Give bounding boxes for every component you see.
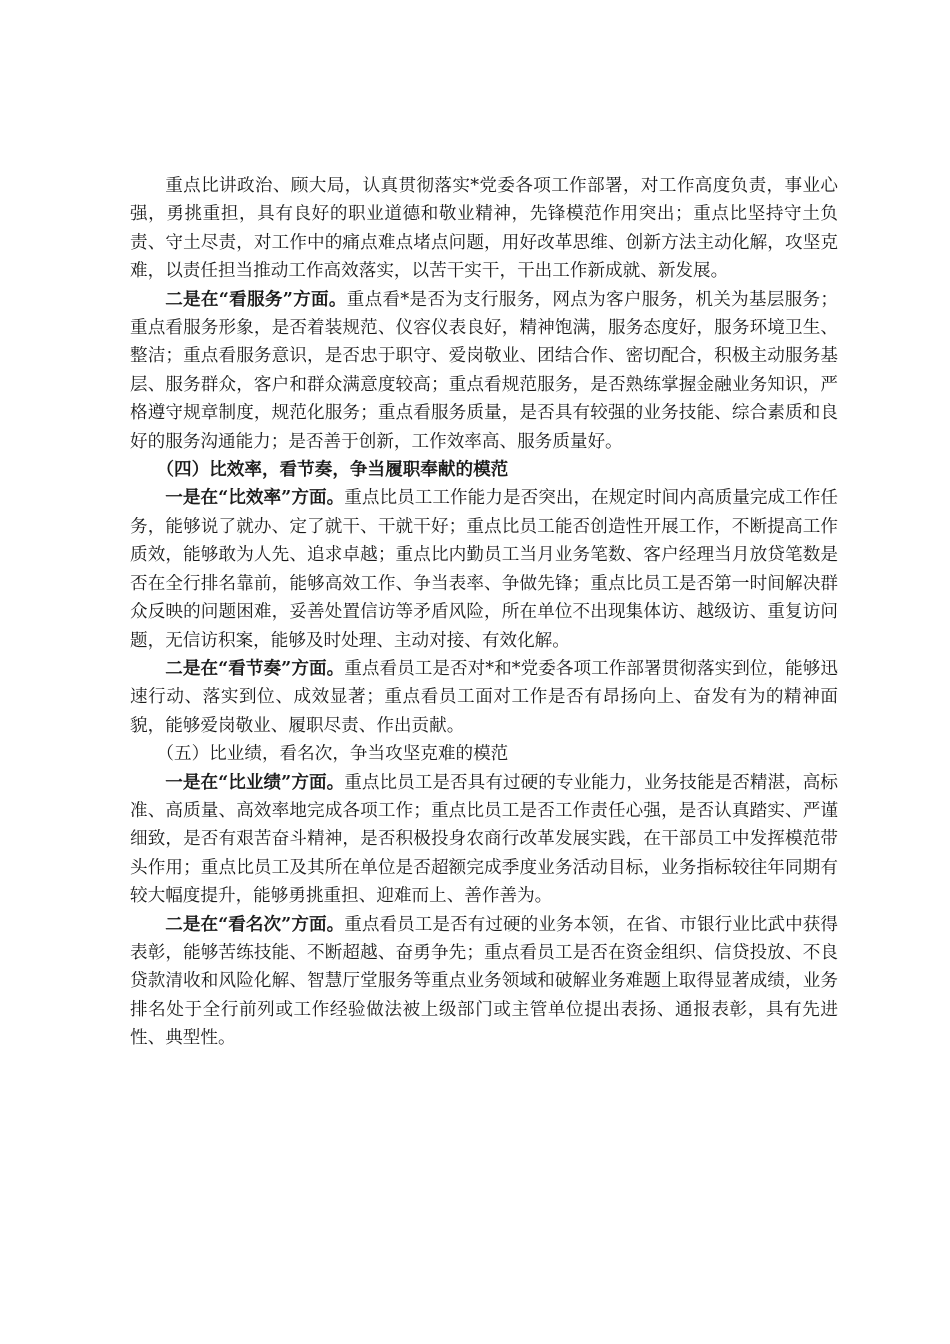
section-heading-5: （五）比业绩，看名次，争当攻坚克难的模范 [156, 744, 509, 765]
paragraph-4 [130, 655, 838, 740]
paragraph-1-text: 重点比讲政治、顾大局，认真贯彻落实*党委各项工作部署，对工作高度负责，事业心强，勇挑重担，具有良好的职业道德和敬业精神，先锋模范作用突出；重点比坚持守土负责、守土尽责，对工作中的痛点难点堵点问题，用好改革思维、创新方法主动化解，攻坚克难，以责任担当推动工作高效落实，以苦干实干，干出工作新成就、新发展。 [130, 176, 838, 282]
paragraph-5-lead: 一是在“比业绩”方面。 [165, 771, 345, 793]
paragraph-4-text: 重点看员工是否对*和*党委各项工作部署贯彻落实到位，能够迅速行动、落实到位、成效显著；重点看员工面对工作是否有昂扬向上、奋发有为的精神面貌，能够爱岗敬业、履职尽责、作出贡献。 [130, 658, 838, 736]
paragraph-3-lead: 一是在“比效率”方面。 [165, 487, 345, 509]
paragraph-6-lead: 二是在“看名次”方面。 [165, 913, 345, 935]
paragraph-2-text: 重点看*是否为支行服务，网点为客户服务，机关为基层服务；重点看服务形象，是否着装规范、仪容仪表良好，精神饱满，服务态度好，服务环境卫生、整洁；重点看服务意识，是否忠于职守、爱岗敬业、团结合作、密切配合，积极主动服务基层、服务群众，客户和群众满意度较高；重点看规范服务，是否熟练掌握金融业务知识，严格遵守规章制度，规范化服务；重点看服务质量，是否具有较强的业务技能、综合素质和良好的服务沟通能力；是否善于创新，工作效率高、服务质量好。 [130, 289, 838, 452]
document-page [130, 172, 838, 1053]
paragraph-5 [130, 769, 838, 911]
section-heading-4: （四）比效率，看节奏，争当履职奉献的模范 [156, 459, 509, 481]
paragraph-3-text: 重点比员工工作能力是否突出，在规定时间内高质量完成工作任务，能够说了就办、定了就干、干就干好；重点比员工能否创造性开展工作，不断提高工作质效，能够敢为人先、追求卓越；重点比内勤员工当月业务笔数、客户经理当月放贷笔数是否在全行排名靠前，能够高效工作、争当表率、争做先锋；重点比员工是否第一时间解决群众反映的问题困难，妥善处置信访等矛盾风险，所在单位不出现集体访、越级访、重复访问题，无信访积案，能够及时处理、主动对接、有效化解。 [130, 488, 838, 651]
paragraph-1 [130, 172, 838, 286]
paragraph-6 [130, 911, 838, 1053]
paragraph-3 [130, 484, 838, 654]
paragraph-2 [130, 286, 838, 456]
paragraph-2-lead: 二是在“看服务”方面。 [165, 288, 347, 310]
paragraph-5-text: 重点比员工是否具有过硬的专业能力，业务技能是否精湛，高标准、高质量、高效率地完成各项工作；重点比员工是否工作责任心强，是否认真踏实、严谨细致，是否有艰苦奋斗精神，是否积极投身农商行改革发展实践，在干部员工中发挥模范带头作用；重点比员工及其所在单位是否超额完成季度业务活动目标，业务指标较往年同期有较大幅度提升，能够勇挑重担、迎难而上、善作善为。 [130, 772, 838, 907]
paragraph-6-text: 重点看员工是否有过硬的业务本领，在省、市银行业比武中获得表彰，能够苦练技能、不断超越、奋勇争先；重点看员工是否在资金组织、信贷投放、不良贷款清收和风险化解、智慧厅堂服务等重点业务领域和破解业务难题上取得显著成绩，业务排名处于全行前列或工作经验做法被上级部门或主管单位提出表扬、通报表彰，具有先进性、典型性。 [130, 914, 838, 1049]
paragraph-4-lead: 二是在“看节奏”方面。 [165, 657, 345, 679]
